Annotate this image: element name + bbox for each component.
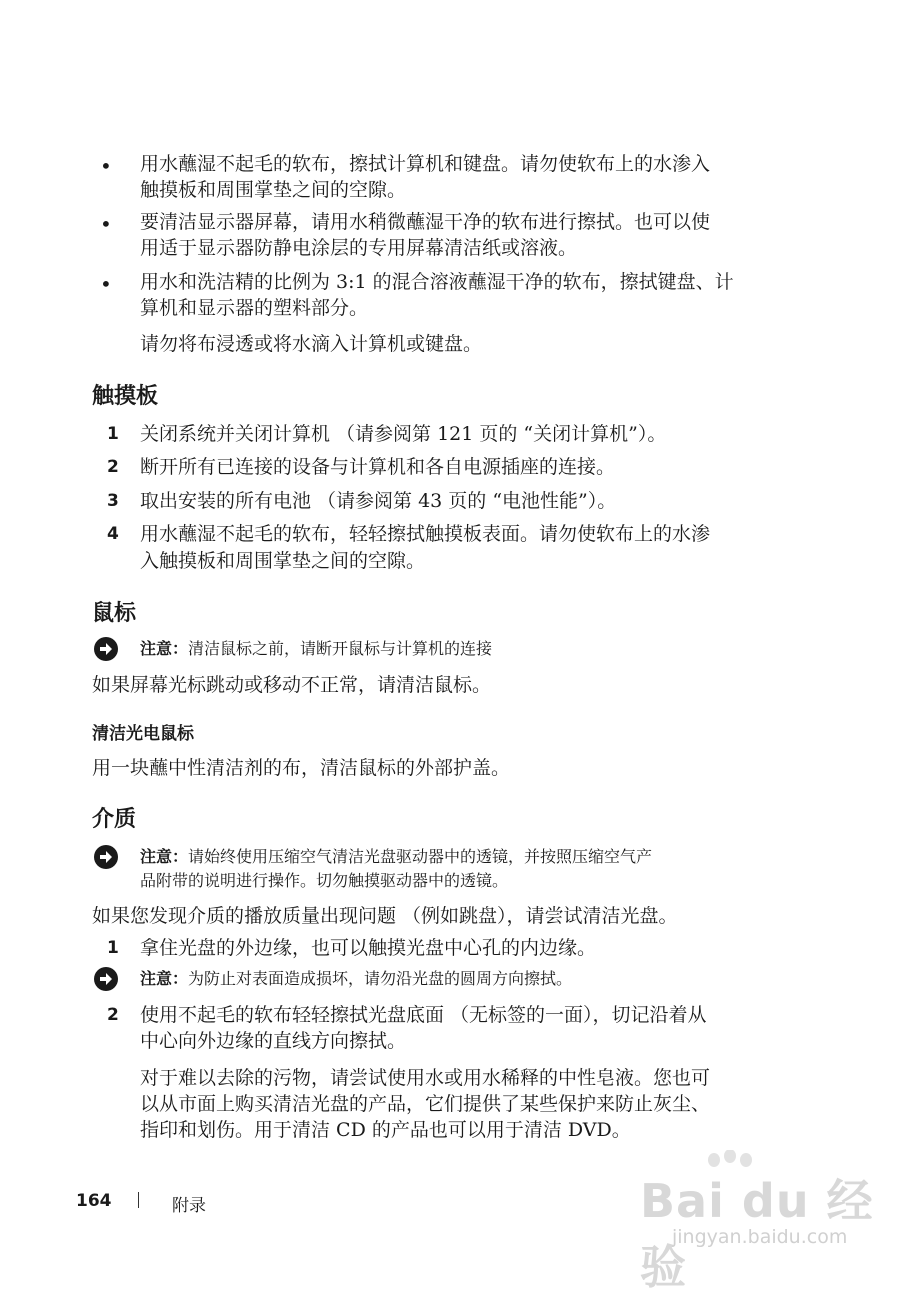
notice-label: 注意： (140, 847, 189, 866)
step-number: 4 (107, 524, 119, 544)
notice (140, 637, 492, 661)
step-text: 取出安装的所有电池 （请参阅第 43 页的 “电池性能”）。 (140, 490, 617, 512)
section-heading-mouse: 鼠标 (92, 601, 137, 626)
notice-body: 为防止对表面造成损坏，请勿沿光盘的圆周方向擦拭。 (188, 969, 573, 988)
bullet-line: 算机和显示器的塑料部分。 (140, 297, 369, 319)
step-number: 3 (107, 491, 119, 511)
watermark-brand: Bai du 经验 (640, 1174, 874, 1294)
step-number: 1 (107, 938, 119, 958)
step-text: 断开所有已连接的设备与计算机和各自电源插座的连接。 (140, 456, 616, 478)
step-text: 用水蘸湿不起毛的软布，轻轻擦拭触摸板表面。请勿使软布上的水渗 (140, 523, 711, 545)
step-text: 关闭系统并关闭计算机 （请参阅第 121 页的 “关闭计算机”）。 (140, 423, 667, 445)
bullet-marker: • (100, 272, 112, 296)
section-heading-media: 介质 (92, 807, 137, 832)
bullet-line: 触摸板和周围掌垫之间的空隙。 (140, 179, 407, 201)
footer-divider (138, 1192, 139, 1208)
notice-label: 注意： (140, 639, 189, 658)
section-heading-touchpad: 触摸板 (92, 384, 159, 409)
step-text: 拿住光盘的外边缘，也可以触摸光盘中心孔的内边缘。 (140, 937, 597, 959)
notice (140, 967, 572, 991)
paragraph: 对于难以去除的污物，请尝试使用水或用水稀释的中性皂液。您也可 (140, 1067, 711, 1089)
step-text: 入触摸板和周围掌垫之间的空隙。 (140, 550, 426, 572)
bullet-line: 用适于显示器防静电涂层的专用屏幕清洁纸或溶液。 (140, 237, 578, 259)
bullet-marker: • (100, 154, 112, 178)
paragraph: 如果屏幕光标跳动或移动不正常，请清洁鼠标。 (92, 674, 492, 696)
watermark-url: jingyan.baidu.com (672, 1226, 848, 1248)
notice-body: 请始终使用压缩空气清洁光盘驱动器中的透镜，并按照压缩空气产 (188, 847, 653, 866)
notice-body-line: 品附带的说明进行操作。切勿触摸驱动器中的透镜。 (140, 871, 509, 890)
page-number: 164 (76, 1191, 112, 1211)
bullet-note: 请勿将布浸透或将水滴入计算机或键盘。 (140, 333, 483, 355)
notice-icon (94, 637, 118, 661)
notice-label: 注意： (140, 969, 189, 988)
footer-section-label: 附录 (172, 1196, 206, 1216)
notice (140, 845, 652, 869)
step-text: 使用不起毛的软布轻轻擦拭光盘底面 （无标签的一面），切记沿着从 (140, 1004, 707, 1026)
bullet-marker: • (100, 212, 112, 236)
notice-body: 清洁鼠标之前，请断开鼠标与计算机的连接 (188, 639, 493, 658)
notice-icon (94, 967, 118, 991)
notice-icon (94, 845, 118, 869)
bullet-line: 用水蘸湿不起毛的软布，擦拭计算机和键盘。请勿使软布上的水渗入 (140, 153, 711, 175)
paragraph: 用一块蘸中性清洁剂的布，清洁鼠标的外部护盖。 (92, 757, 511, 779)
step-number: 2 (107, 457, 119, 477)
step-number: 1 (107, 424, 119, 444)
subheading-optical-mouse: 清洁光电鼠标 (92, 724, 194, 744)
paragraph: 以从市面上购买清洁光盘的产品，它们提供了某些保护来防止灰尘、 (140, 1093, 711, 1115)
step-number: 2 (107, 1005, 119, 1025)
paragraph: 指印和划伤。用于清洁 CD 的产品也可以用于清洁 DVD。 (140, 1119, 631, 1141)
bullet-line: 要清洁显示器屏幕，请用水稍微蘸湿干净的软布进行擦拭。也可以使 (140, 211, 711, 233)
paragraph: 如果您发现介质的播放质量出现问题 （例如跳盘），请尝试清洁光盘。 (92, 905, 678, 927)
step-text: 中心向外边缘的直线方向擦拭。 (140, 1030, 407, 1052)
bullet-line: 用水和洗洁精的比例为 3:1 的混合溶液蘸湿干净的软布，擦拭键盘、计 (140, 271, 734, 293)
